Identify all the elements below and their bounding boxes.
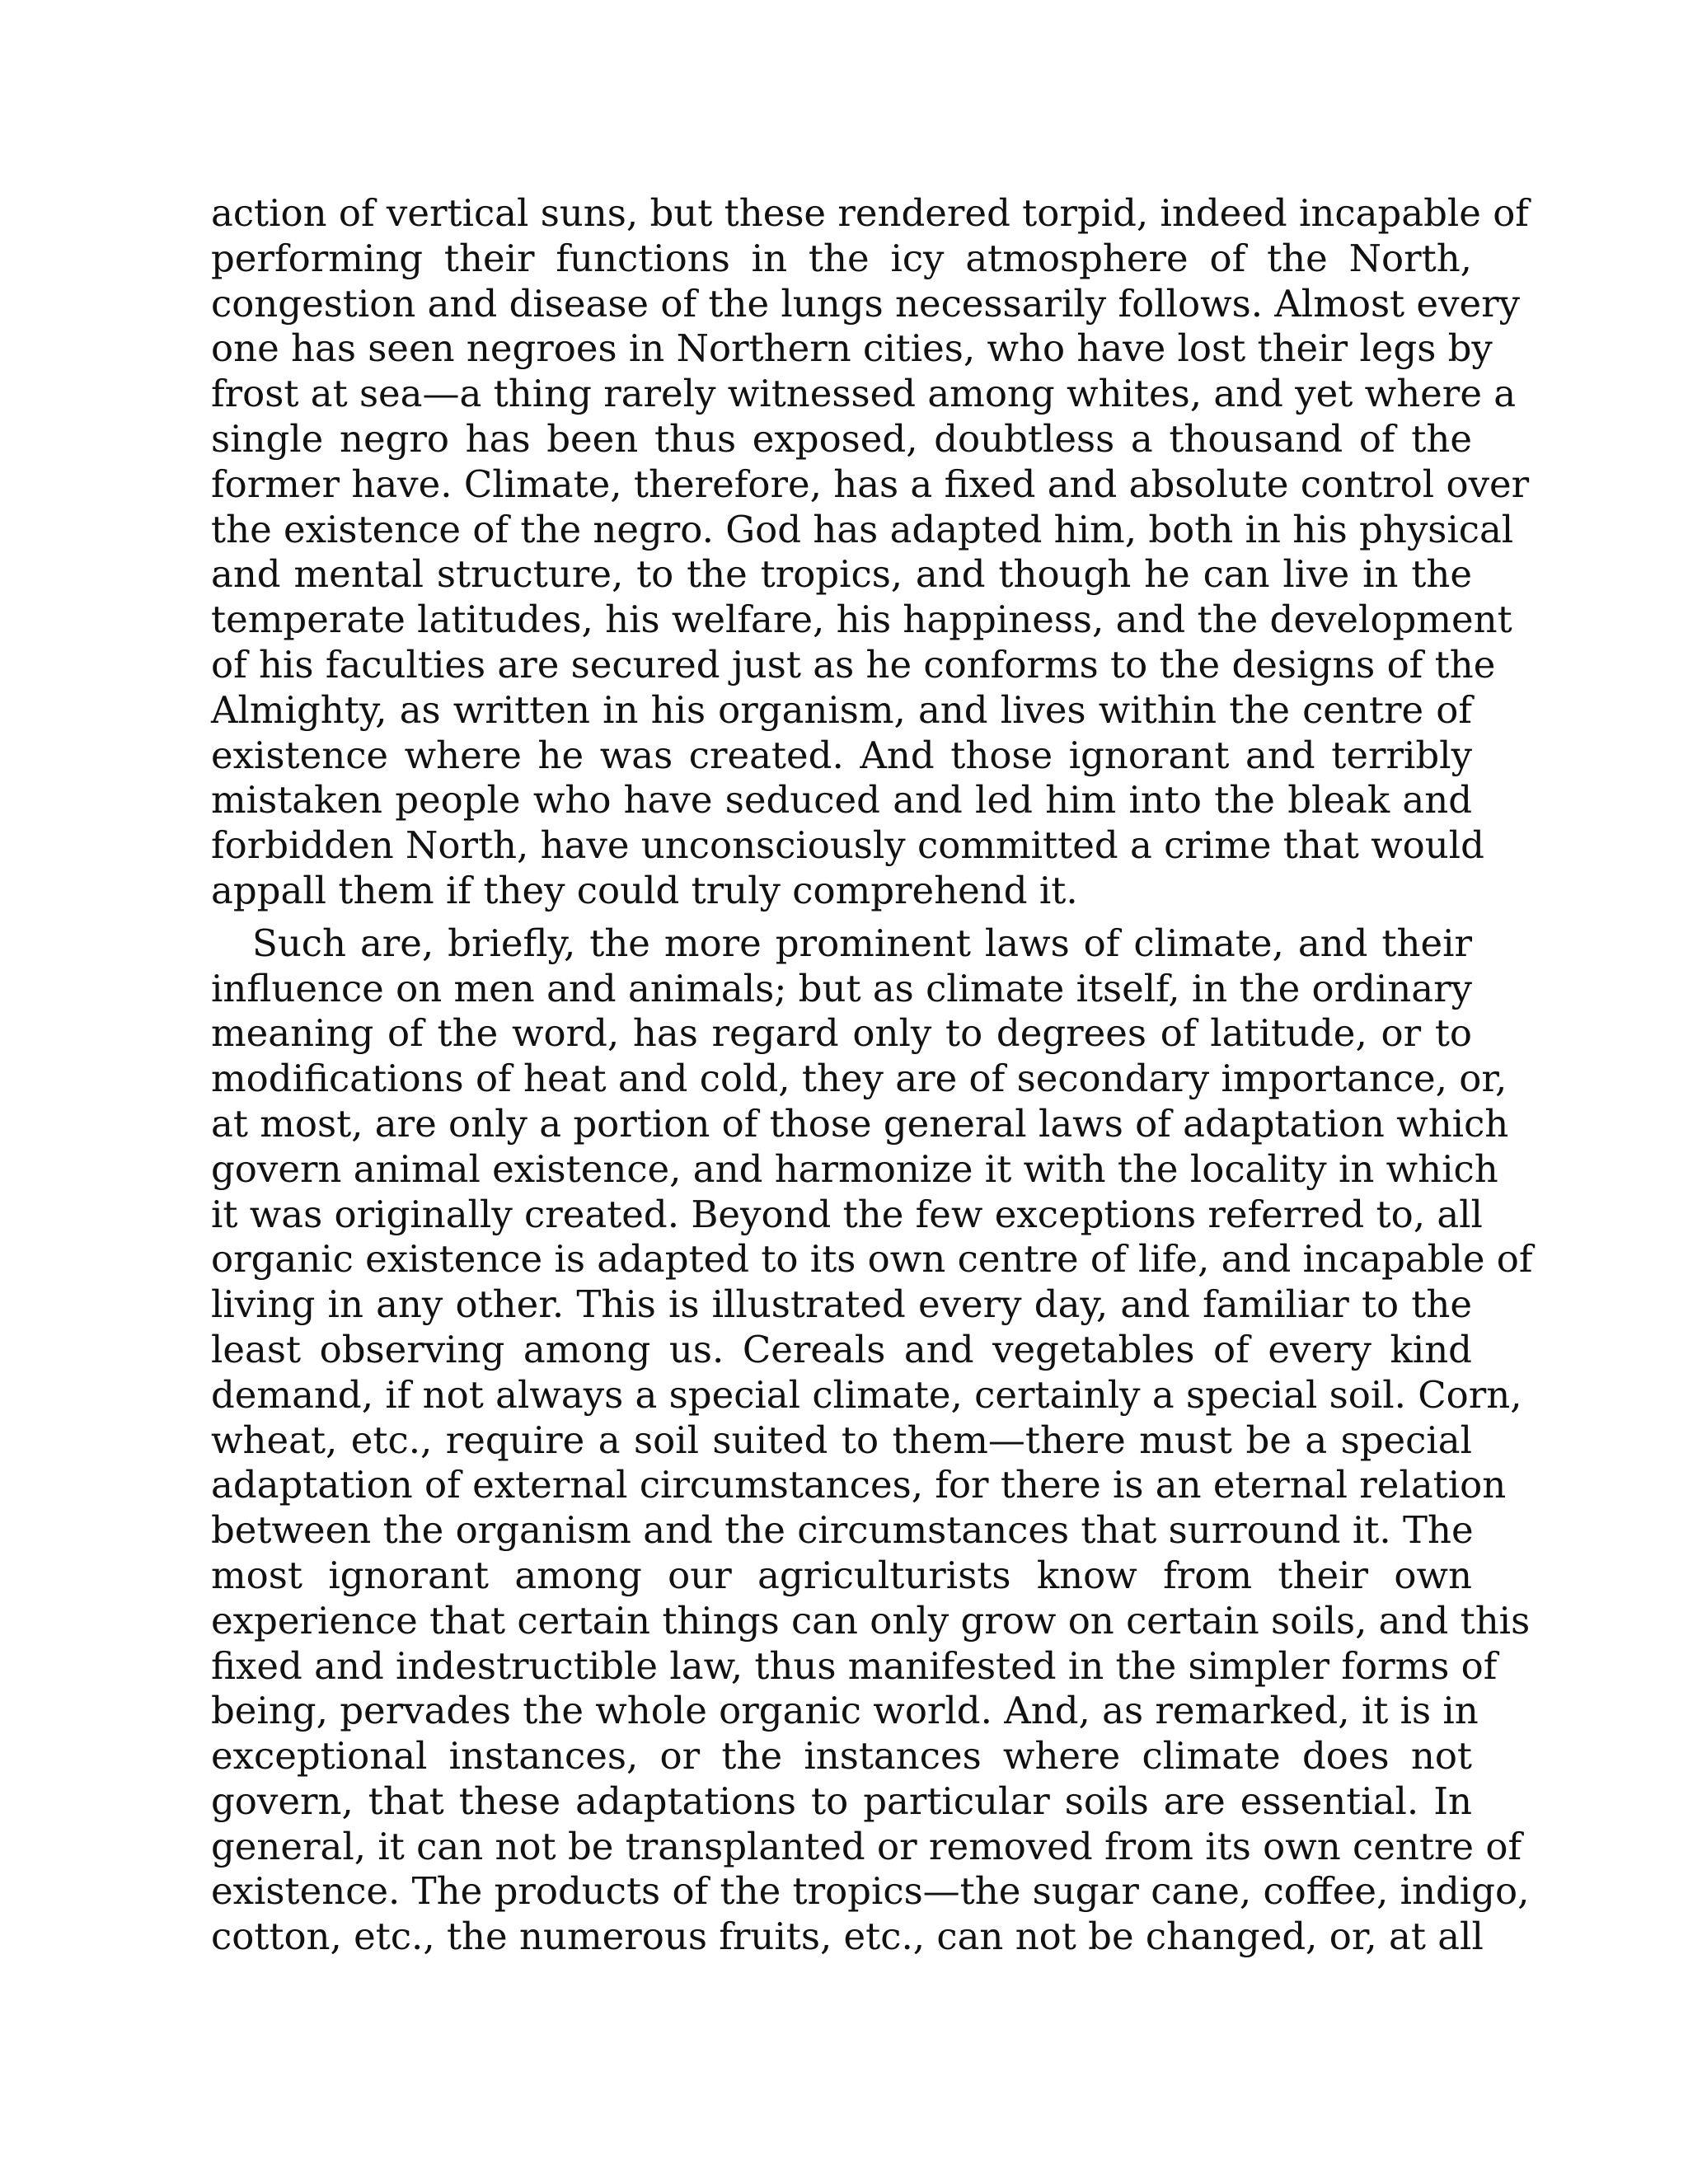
text-line: temperate latitudes, his welfare, his happiness, and the development xyxy=(211,598,1512,642)
text-line: it was originally created. Beyond the few exceptions referred to, all xyxy=(211,1192,1483,1236)
text-line: cotton, etc., the numerous fruits, etc., can not be changed, or, at all xyxy=(211,1915,1484,1959)
text-line: the existence of the negro. God has adapted him, both in his physical xyxy=(211,507,1514,551)
text-line: Such are, briefly, the more prominent laws of climate, and their xyxy=(252,921,1472,965)
paragraph-2 xyxy=(211,921,1533,1960)
text-line: demand, if not always a special climate, certainly a special soil. Corn, xyxy=(211,1372,1522,1417)
text-line: general, it can not be transplanted or removed from its own centre of xyxy=(211,1824,1522,1868)
text-line: organic existence is adapted to its own centre of life, and incapable of xyxy=(211,1237,1533,1282)
text-line: experience that certain things can only grow on certain soils, and this xyxy=(211,1598,1531,1643)
text-line: wheat, etc., require a soil suited to them—there must be a special xyxy=(211,1418,1472,1462)
text-line: govern, that these adaptations to particular soils are essential. In xyxy=(211,1779,1472,1823)
text-line: performing their functions in the icy atmosphere of the North, xyxy=(211,236,1472,280)
text-line: most ignorant among our agriculturists know from their own xyxy=(211,1553,1472,1597)
text-line: mistaken people who have seduced and led him into the bleak and xyxy=(211,778,1472,823)
text-line: govern animal existence, and harmonize it with the locality in which xyxy=(211,1146,1498,1191)
text-line: forbidden North, have unconsciously committed a crime that would xyxy=(211,823,1484,868)
text-line: at most, are only a portion of those general laws of adaptation which xyxy=(211,1101,1509,1146)
text-line: of his faculties are secured just as he conforms to the designs of the xyxy=(211,642,1496,687)
text-line: existence. The products of the tropics—the sugar cane, coffee, indigo, xyxy=(211,1869,1530,1914)
text-line: exceptional instances, or the instances where climate does not xyxy=(211,1734,1472,1779)
text-line: congestion and disease of the lungs necessarily follows. Almost every xyxy=(211,281,1521,326)
page-body xyxy=(211,191,1533,1960)
text-line: and mental structure, to the tropics, and though he can live in the xyxy=(211,552,1472,597)
text-line: action of vertical suns, but these rendered torpid, indeed incapable of xyxy=(211,191,1529,235)
text-line: living in any other. This is illustrated every day, and familiar to the xyxy=(211,1282,1472,1327)
text-line: fixed and indestructible law, thus manifested in the simpler forms of xyxy=(211,1643,1498,1688)
text-line: between the organism and the circumstances that surround it. The xyxy=(211,1508,1474,1553)
text-line: modifications of heat and cold, they are of secondary importance, or, xyxy=(211,1057,1507,1101)
text-line: single negro has been thus exposed, doubtless a thousand of the xyxy=(211,416,1472,461)
text-line: existence where he was created. And those ignorant and terribly xyxy=(211,733,1472,777)
text-line: influence on men and animals; but as climate itself, in the ordinary xyxy=(211,966,1473,1010)
text-line: one has seen negroes in Northern cities, who have lost their legs by xyxy=(211,326,1493,371)
text-line: frost at sea—a thing rarely witnessed among whites, and yet where a xyxy=(211,372,1517,416)
text-line: being, pervades the whole organic world. And, as remarked, it is in xyxy=(211,1689,1479,1733)
text-line: appall them if they could truly comprehend it. xyxy=(211,868,1078,912)
text-line: former have. Climate, therefore, has a fixed and absolute control over xyxy=(211,462,1530,506)
paragraph-1 xyxy=(211,191,1530,914)
text-line: least observing among us. Cereals and vegetables of every kind xyxy=(211,1327,1472,1371)
text-line: meaning of the word, has regard only to degrees of latitude, or to xyxy=(211,1011,1472,1056)
text-line: adaptation of external circumstances, for there is an eternal relation xyxy=(211,1463,1507,1507)
text-line: Almighty, as written in his organism, and lives within the centre of xyxy=(211,687,1472,732)
